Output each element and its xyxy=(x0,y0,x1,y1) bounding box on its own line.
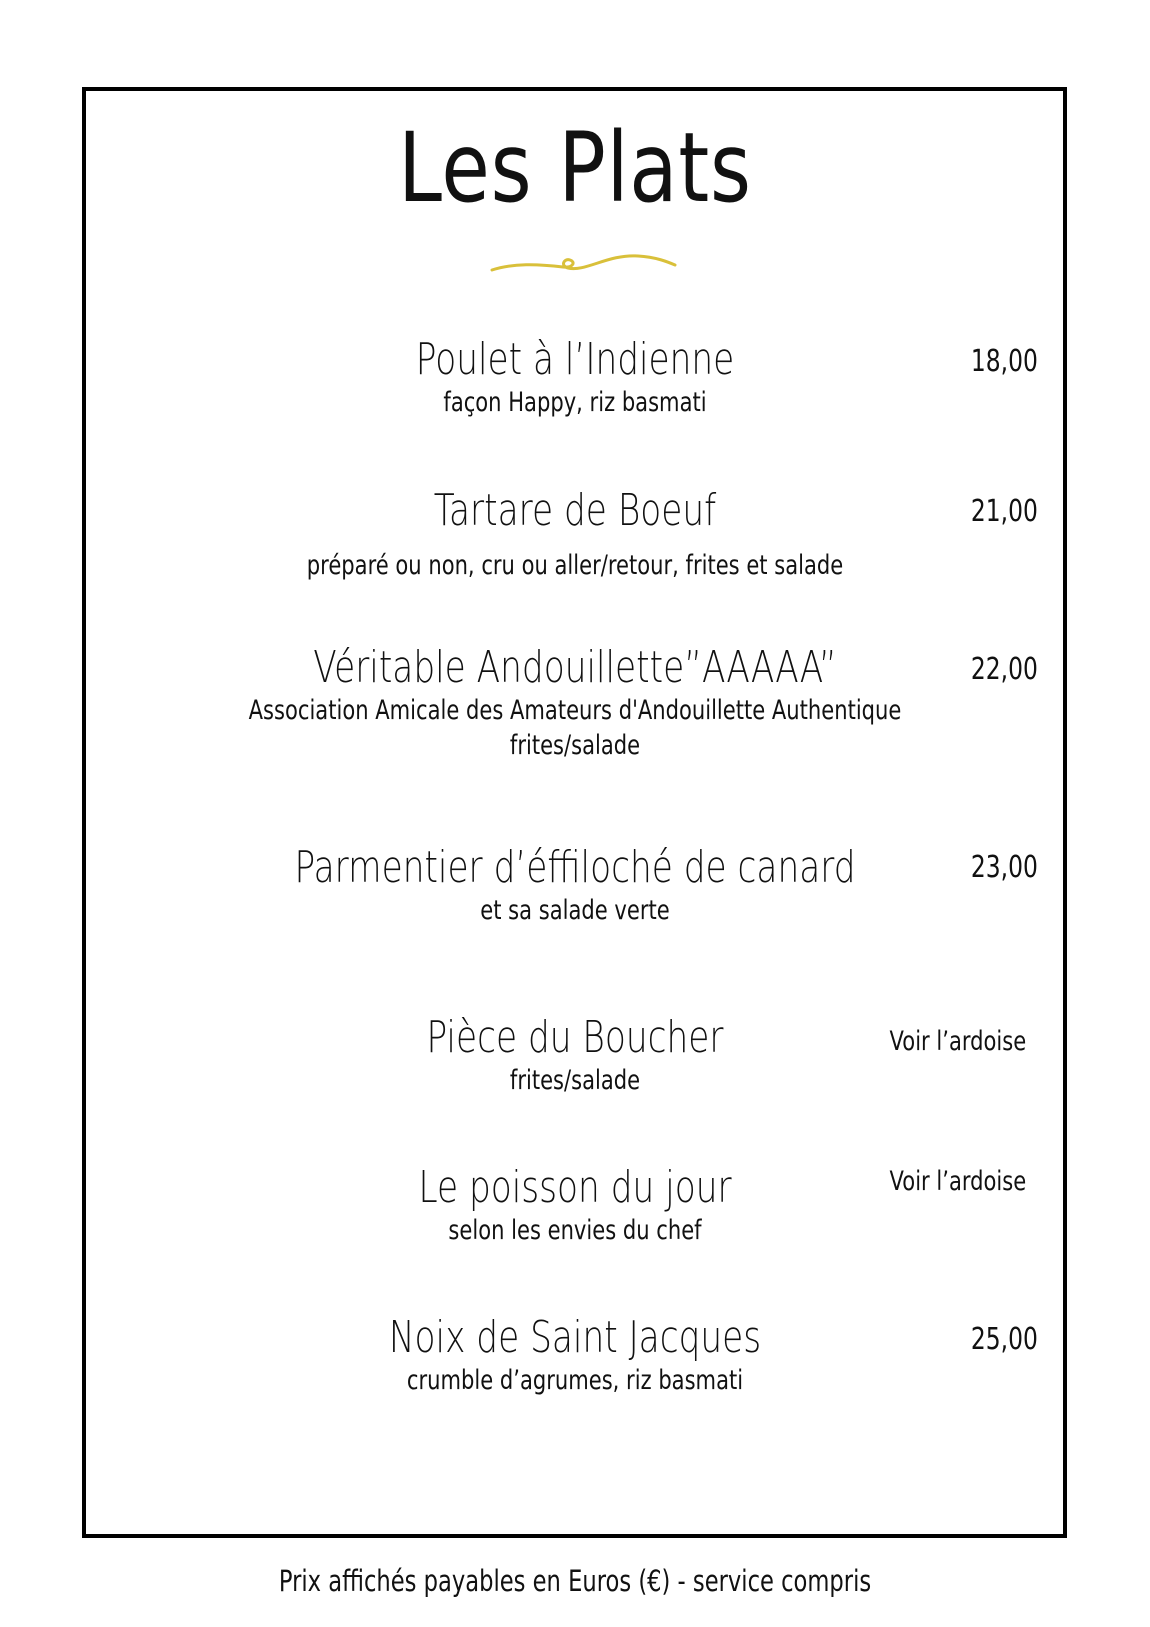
item-name: Pièce du Boucher xyxy=(426,1012,724,1063)
item-name: Parmentier d’éffiloché de canard xyxy=(294,842,856,893)
item-name: Véritable Andouillette”AAAAA” xyxy=(313,642,837,693)
item-description: Association Amicale des Amateurs d'Andouillette Authentique xyxy=(248,695,902,726)
item-name: Noix de Saint Jacques xyxy=(388,1312,762,1363)
item-description: frites/salade xyxy=(509,1065,641,1096)
item-price: 21,00 xyxy=(971,494,1038,529)
item-description: crumble d’agrumes, riz basmati xyxy=(406,1365,744,1396)
item-description: façon Happy, riz basmati xyxy=(443,387,707,418)
item-price: 25,00 xyxy=(971,1322,1038,1357)
item-price: 22,00 xyxy=(971,652,1038,687)
item-price: 23,00 xyxy=(971,850,1038,885)
menu-title: Les Plats xyxy=(398,112,752,224)
item-description: frites/salade xyxy=(509,730,641,761)
item-price: 18,00 xyxy=(971,344,1038,379)
item-name: Poulet à l’Indienne xyxy=(415,334,735,385)
item-description: et sa salade verte xyxy=(480,895,670,926)
item-price: Voir l’ardoise xyxy=(889,1026,1026,1057)
item-description: préparé ou non, cru ou aller/retour, frites et salade xyxy=(306,550,844,581)
price-footnote: Prix affichés payables en Euros (€) - service compris xyxy=(278,1564,872,1598)
item-description: selon les envies du chef xyxy=(448,1215,702,1246)
item-price: Voir l’ardoise xyxy=(889,1166,1026,1197)
item-name: Tartare de Boeuf xyxy=(433,485,717,536)
item-name: Le poisson du jour xyxy=(418,1162,732,1213)
flourish-ornament-icon xyxy=(488,250,678,282)
